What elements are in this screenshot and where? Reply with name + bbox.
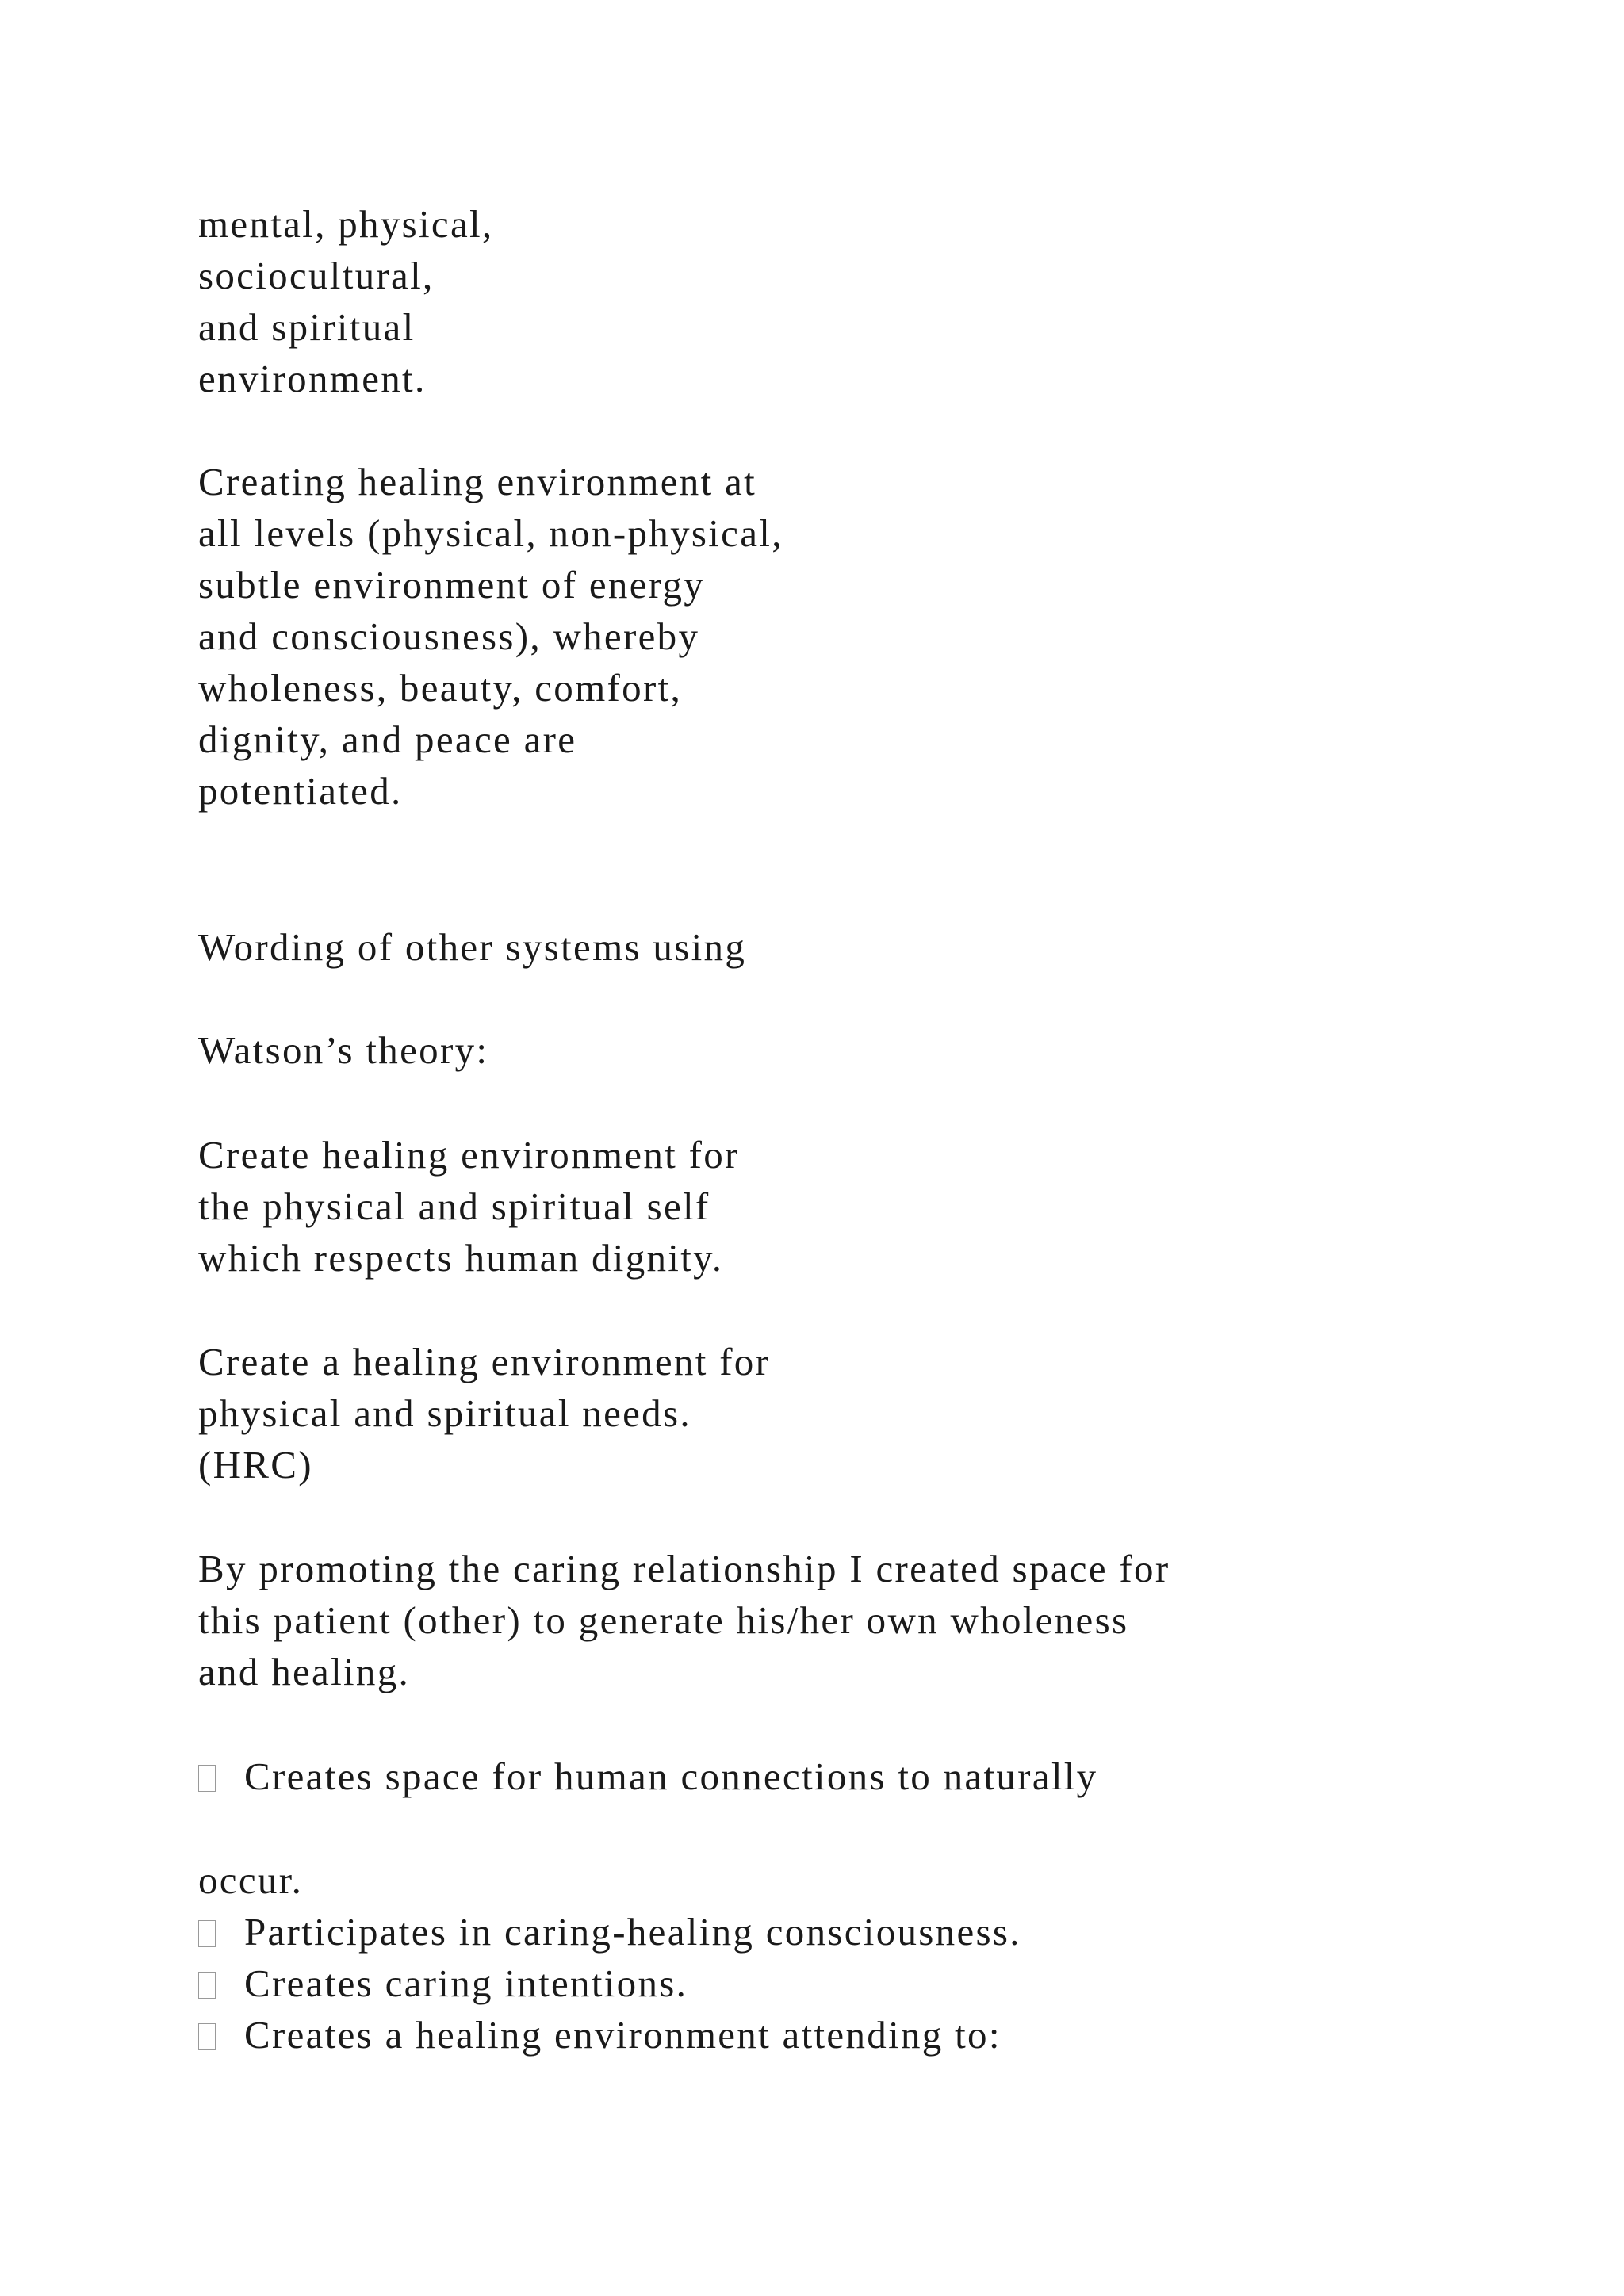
- text-line: wholeness, beauty, comfort,: [198, 666, 683, 710]
- text-line: potentiated.: [198, 769, 403, 813]
- text-line: Creating healing environment at: [198, 460, 757, 503]
- document-body: [198, 0, 1170, 2169]
- text-line: the physical and spiritual self: [198, 1184, 710, 1228]
- text-line: all levels (physical, non-physical,: [198, 511, 783, 555]
- text-line: physical and spiritual needs.: [198, 1391, 691, 1435]
- text-line: mental, physical,: [198, 202, 494, 246]
- text-line: By promoting the caring relationship I created space for: [198, 1547, 1170, 1590]
- text-line: Wording of other systems using: [198, 925, 747, 969]
- missing-glyph-box-icon: [198, 1765, 216, 1792]
- section-heading: Watson’s theory:: [198, 1028, 489, 1072]
- bullet-item: [198, 2013, 1002, 2057]
- bullet-text: Creates caring intentions.: [244, 1961, 688, 2005]
- text-line: occur.: [198, 1858, 304, 1902]
- text-line: and spiritual: [198, 305, 416, 349]
- text-line: (HRC): [198, 1443, 313, 1487]
- text-line: which respects human dignity.: [198, 1236, 724, 1280]
- bullet-item: [198, 1910, 1021, 1954]
- text-line: environment.: [198, 357, 427, 400]
- missing-glyph-box-icon: [198, 1920, 216, 1947]
- text-line: dignity, and peace are: [198, 718, 577, 761]
- text-line: sociocultural,: [198, 254, 435, 297]
- missing-glyph-box-icon: [198, 1972, 216, 1999]
- text-line: Create healing environment for: [198, 1133, 740, 1177]
- bullet-text: Creates a healing environment attending to:: [244, 2013, 1002, 2057]
- bullet-text: Participates in caring-healing consciousness.: [244, 1910, 1021, 1954]
- text-line: and healing.: [198, 1650, 411, 1693]
- text-line: and consciousness), whereby: [198, 614, 700, 658]
- bullet-item: [198, 1757, 1097, 1796]
- bullet-text: Creates space for human connections to naturally: [244, 1755, 1098, 1798]
- text-line: subtle environment of energy: [198, 563, 706, 607]
- text-line: Create a healing environment for: [198, 1340, 771, 1383]
- bullet-item: [198, 1961, 688, 2005]
- text-line: this patient (other) to generate his/her own wholeness: [198, 1598, 1129, 1642]
- missing-glyph-box-icon: [198, 2023, 216, 2050]
